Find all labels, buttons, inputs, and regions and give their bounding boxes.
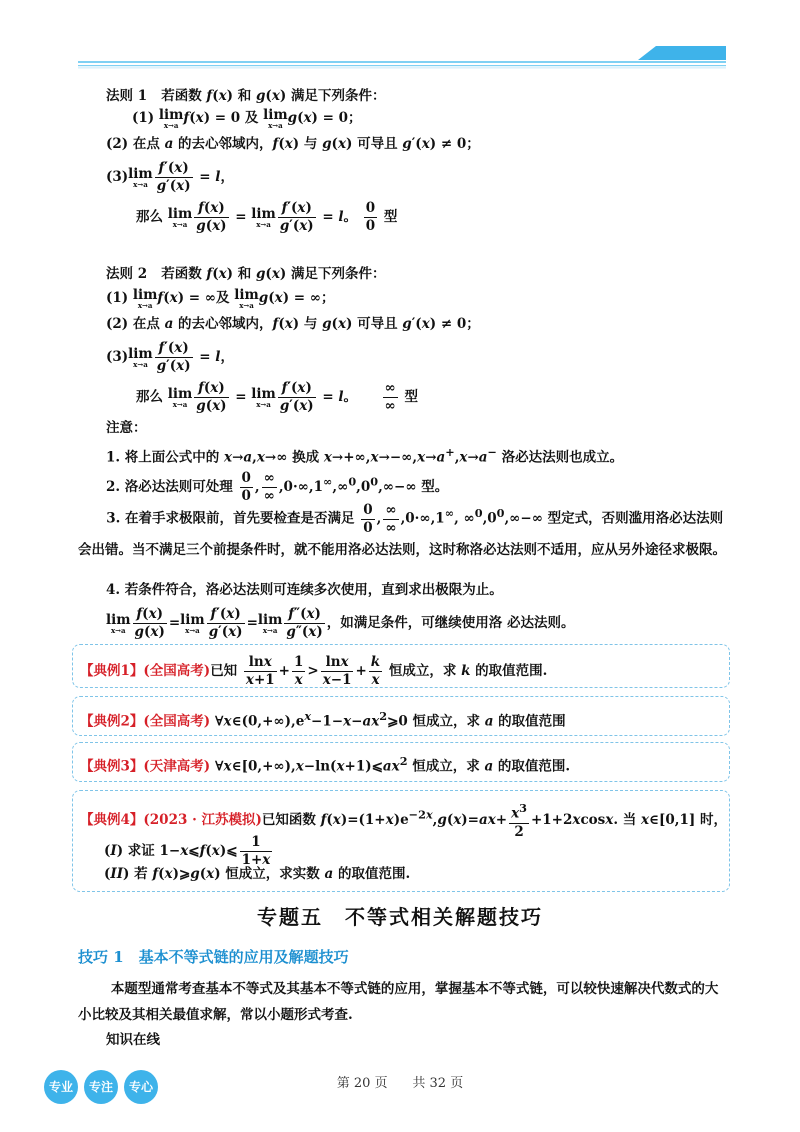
- example-4-part-2: (II) 若 f(x)⩾g(x) 恒成立，求实数 a 的取值范围.: [104, 866, 411, 882]
- rule1-cond1: (1) lim x→a f(x) = 0 及 lim x→a g(x) = 0；: [132, 107, 362, 130]
- badge-focus: 专注: [84, 1070, 118, 1104]
- rule2-heading: 法则 2 若函数 f(x) 和 g(x) 满足下列条件：: [106, 266, 386, 282]
- page-footer: [0, 1072, 800, 1091]
- note-4: 4. 若条件符合，洛必达法则可连续多次使用，直到求出极限为止。: [106, 582, 503, 598]
- rule1-cond3: (3)lim x→a $\frac{f'(x)}{g'(x)}$ = l，: [106, 160, 234, 194]
- note-3: 3. 在着手求极限前，首先要检查是否满足 $\frac{0}{0}$ , $\frac{\infty}{\infty}$ ,0·∞,1∞, $\infty^0,0^0,\infty-\infty$ 型定式，否则滥用洛必达法则会出错。当不满足三个前提条件时，就不能用洛必达法则，这时称洛必达法则不适用，应从另外途径求极限。: [78, 501, 726, 558]
- rule2-conclusion: 那么 lim x→a $\frac{f(x)}{g(x)}$ = lim x→a $\frac{f'(x)}{g'(x)}$ = l。 $\frac{\infty}{\infty}$ 型: [136, 380, 418, 414]
- example-4: 【典例4】(2023 · 江苏模拟)已知函数 $f(x)=(1+x)e^{-2x},g(x)=ax+$ $\frac{x^3}{2}$ +1+2xcosx. 当 x∈[0,1] 时，: [80, 801, 727, 840]
- example-1: 【典例1】(全国高考)已知 $\frac{\ln x}{x+1}$ + $\frac{1}{x}$ > $\frac{\ln x}{x-1}$ + $\frac{k}{x}$ 恒成立，求 k 的取值范围.: [80, 654, 548, 688]
- rule1-heading: 法则 1 若函数 f(x) 和 g(x) 满足下列条件：: [106, 88, 386, 104]
- skill-title: 技巧 1 基本不等式链的应用及解题技巧: [78, 948, 349, 966]
- rule2-cond3: (3)lim x→a $\frac{f'(x)}{g'(x)}$ = l，: [106, 340, 234, 374]
- header-decoration: [78, 44, 726, 70]
- example-2: 【典例2】(全国高考) $\forall x\in(0,+\infty),e^x-1-x-ax^2⩾0$ 恒成立，求 a 的取值范围: [80, 709, 566, 730]
- badge-professional: 专业: [44, 1070, 78, 1104]
- rule2-cond1: (1) lim x→a f(x) = ∞及 lim x→a g(x) = ∞；: [106, 287, 335, 310]
- example-4-part-1: (I) 求证 1−x⩽f(x)⩽ $\frac{1}{1+x}$: [104, 834, 271, 868]
- note-1: 1. 将上面公式中的 x→a,x→∞ 换成 x→+∞,x→−∞,x→a+,x→a− 洛必达法则也成立。: [106, 445, 624, 466]
- rule1-cond2: (2) 在点 a 的去心邻域内，f(x) 与 g(x) 可导且 g′(x) ≠ 0；: [106, 136, 480, 152]
- badge-dedicated: 专心: [124, 1070, 158, 1104]
- section-title: 专题五 不等式相关解题技巧: [257, 905, 543, 929]
- note-4-formula: lim x→a $\frac{f(x)}{g(x)}$ =lim x→a $\frac{f'(x)}{g'(x)}$ =lim x→a $\frac{f''(x)}{g''(x)}$ ，如满足条件，可继续使用洛 必达法则。: [106, 606, 575, 640]
- page-number: 第 20 页: [336, 1076, 388, 1091]
- notes-label: 注意：: [106, 420, 147, 436]
- example-3: 【典例3】(天津高考) $\forall x\in[0,+\infty),x-\ln(x+1)⩽ax^2$ 恒成立，求 a 的取值范围.: [80, 754, 571, 775]
- knowledge-label: 知识在线: [106, 1032, 160, 1048]
- rule2-cond2: (2) 在点 a 的去心邻域内，f(x) 与 g(x) 可导且 g′(x) ≠ 0；: [106, 316, 480, 332]
- page-total: 共 32 页: [412, 1076, 464, 1091]
- note-2: 2. 洛必达法则可处理 $\frac{0}{0}$ , $\frac{\infty}{\infty}$ $,0\cdot\infty,1^\infty,\infty^0,0^0,\infty-\infty$ 型。: [106, 470, 449, 504]
- skill-intro: 本题型通常考查基本不等式及其基本不等式链的应用，掌握基本不等式链，可以较快速解决代数式的大小比较及其相关最值求解，常以小题形式考查.: [78, 981, 719, 1023]
- rule1-conclusion: 那么 lim x→a $\frac{f(x)}{g(x)}$ = lim x→a $\frac{f'(x)}{g'(x)}$ = l。 $\frac{0}{0}$ 型: [136, 200, 398, 234]
